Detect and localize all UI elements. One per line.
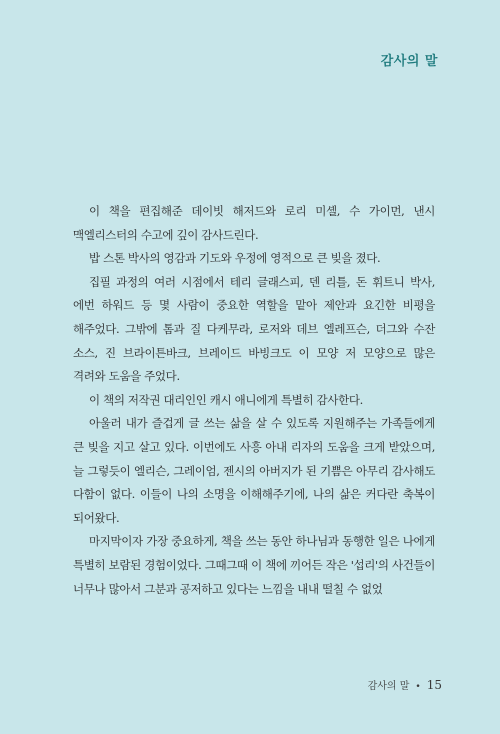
paragraph-mentor: 밥 스톤 박사의 영감과 기도와 우정에 영적으로 큰 빚을 졌다. — [89, 251, 381, 266]
paragraph-family: 아울러 내가 즐겁게 글 쓰는 삶을 살 수 있도록 지원해주는 가족들에게 큰 빚을 지고 살고 있다. 이번에도 사흥 아내 리자의 도움을 크게 받았으며, 늘 그렇듯이 엘리슨, 그레이엄, 젠시의 아버지가 된 기쁨은 아무리 감사해도 다함이 없다. 이들이 나의 소명을 이해해주기에, 나의 삶은 커다란 축복이 되어왔다. — [73, 416, 435, 525]
body-text — [73, 200, 435, 601]
page-footer — [368, 677, 442, 692]
paragraph-god: 마지막이자 가장 중요하게, 책을 쓰는 동안 하나님과 동행한 일은 나에게 특별히 보람된 경험이었다. 그때그때 이 책에 끼어든 작은 '섭리'의 사건들이 너무나 많아서 그분과 공저하고 있다는 느낌을 내내 떨칠 수 없었 — [73, 534, 435, 596]
separator-dot: • — [415, 682, 421, 692]
paragraph-agent: 이 책의 저작권 대리인인 캐시 애니에게 특별히 감사한다. — [89, 392, 363, 407]
chapter-title: 감사의 말 — [380, 54, 438, 69]
page-number: 15 — [426, 678, 442, 692]
paragraph-contributors: 집필 과정의 여러 시점에서 테리 글래스피, 덴 리틀, 돈 휘트니 박사, 에번 하워드 등 몇 사람이 중요한 역할을 맡아 제안과 요긴한 비평을 해주었다. 그밖에 톰과 질 다케무라, 로저와 데브 엘레프슨, 더그와 수잔 소스, 진 브라이튼바크, 브레이드 바빙크도 이 모양 저 모양으로 많은 격려와 도움을 주었다. — [73, 274, 435, 384]
paragraph-editors: 이 책을 편집해준 데이빗 해저드와 로리 미셸, 수 가이먼, 낸시 맥엘리스터의 수고에 깊이 감사드린다. — [73, 204, 435, 242]
running-title: 감사의 말 — [367, 681, 410, 692]
